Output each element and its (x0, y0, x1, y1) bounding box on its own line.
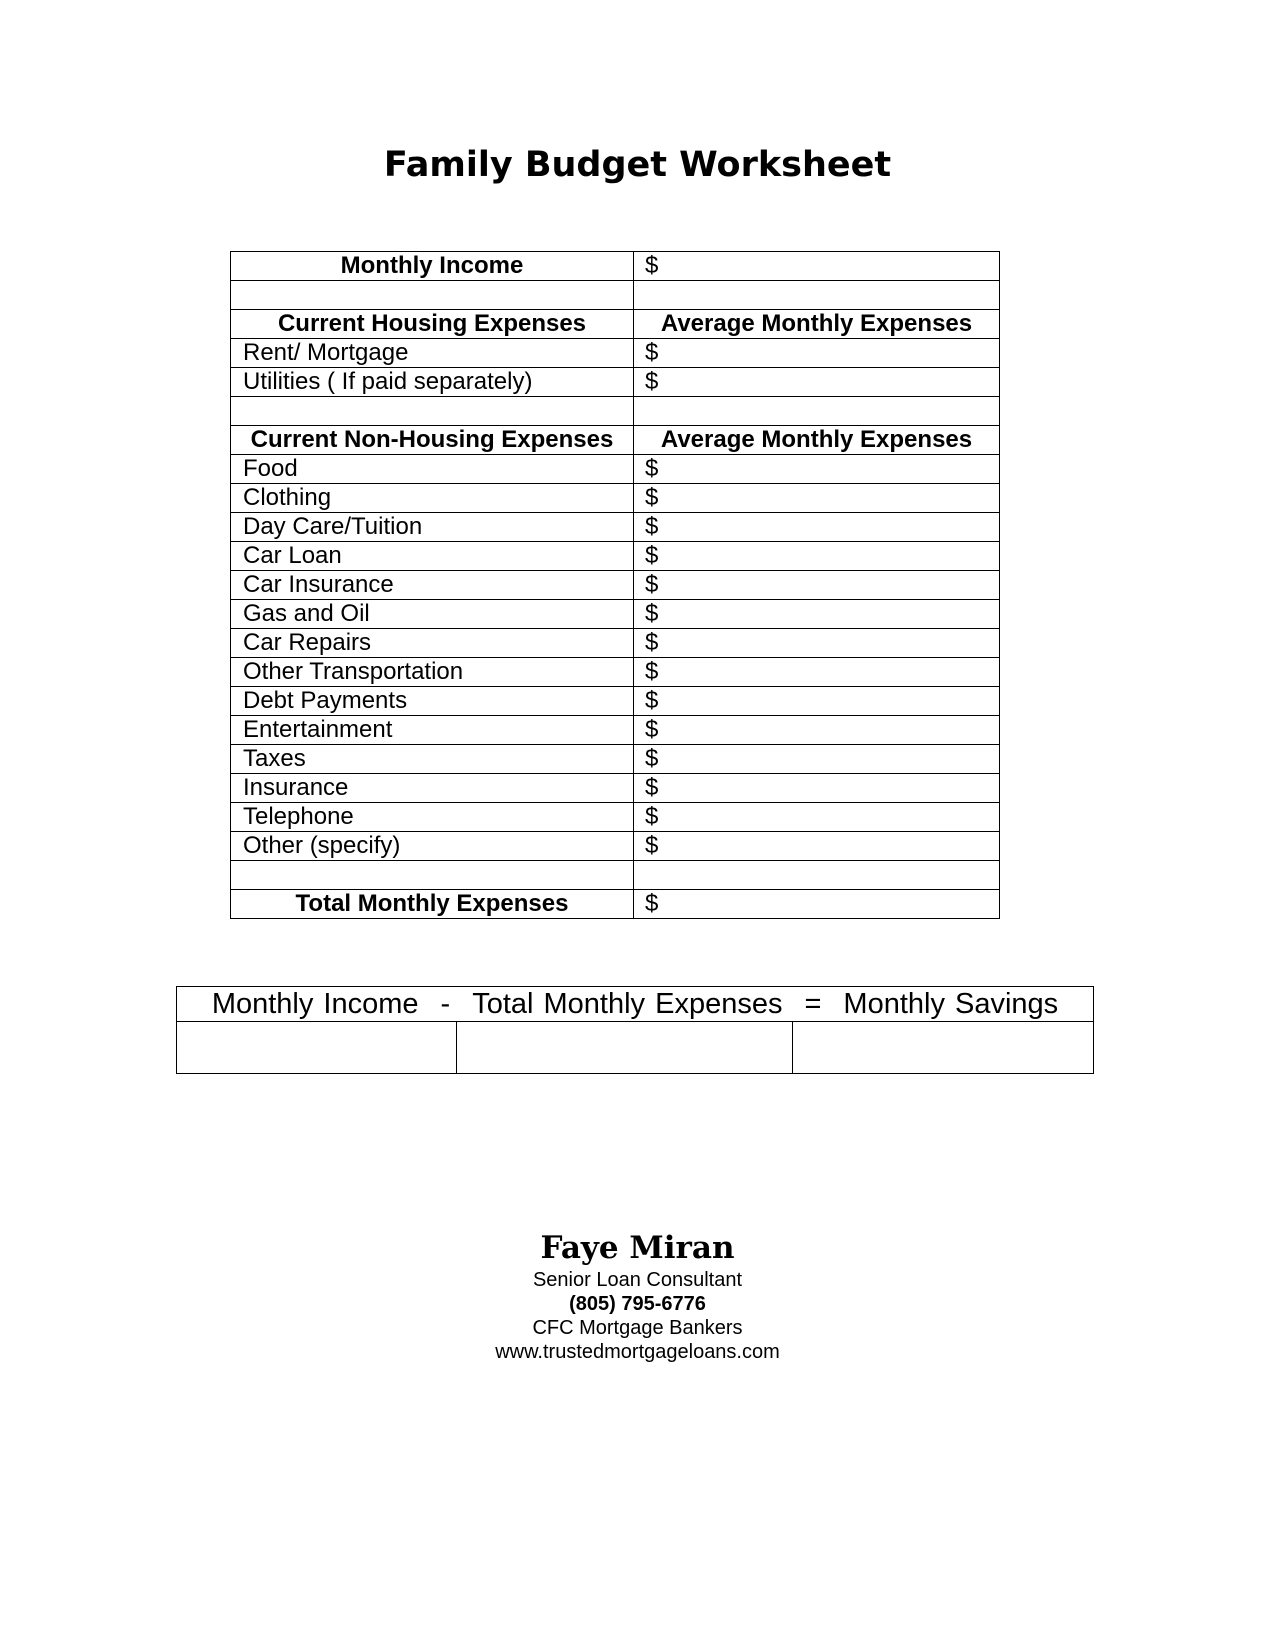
expense-label: Rent/ Mortgage (231, 339, 634, 368)
expense-row (231, 455, 1000, 484)
expense-row (231, 484, 1000, 513)
expense-row (231, 571, 1000, 600)
expense-label: Car Insurance (231, 571, 634, 600)
expense-amount[interactable]: $ (634, 600, 1000, 629)
expense-amount[interactable]: $ (634, 803, 1000, 832)
expense-amount[interactable]: $ (634, 774, 1000, 803)
contact-phone: (805) 795-6776 (569, 1293, 706, 1315)
expense-label: Gas and Oil (231, 600, 634, 629)
spacer-row (231, 281, 1000, 310)
expense-row (231, 542, 1000, 571)
expense-row (231, 687, 1000, 716)
savings-equation (177, 987, 1094, 1022)
expense-row (231, 745, 1000, 774)
contact-website[interactable]: www.trustedmortgageloans.com (495, 1341, 780, 1363)
contact-block (0, 1228, 1275, 1364)
expense-amount[interactable]: $ (634, 629, 1000, 658)
expense-amount[interactable]: $ (634, 339, 1000, 368)
expense-label: Other (specify) (231, 832, 634, 861)
housing-header: Current Housing Expenses (231, 310, 634, 339)
expense-label: Day Care/Tuition (231, 513, 634, 542)
expense-label: Taxes (231, 745, 634, 774)
income-field[interactable] (177, 1022, 457, 1074)
expense-label: Car Loan (231, 542, 634, 571)
non-housing-header: Current Non-Housing Expenses (231, 426, 634, 455)
expense-amount[interactable]: $ (634, 513, 1000, 542)
minus-sign: - (440, 988, 451, 1020)
expense-row (231, 629, 1000, 658)
expense-row (231, 513, 1000, 542)
expense-amount[interactable]: $ (634, 687, 1000, 716)
expense-amount[interactable]: $ (634, 832, 1000, 861)
page-title: Family Budget Worksheet (383, 145, 892, 185)
expense-amount[interactable]: $ (634, 745, 1000, 774)
expense-label: Clothing (231, 484, 634, 513)
expense-label: Insurance (231, 774, 634, 803)
savings-table (176, 986, 1094, 1074)
expense-amount[interactable]: $ (634, 484, 1000, 513)
expense-row (231, 339, 1000, 368)
equation-expenses: Total Monthly Expenses (472, 988, 783, 1020)
expense-row (231, 716, 1000, 745)
housing-amount-header: Average Monthly Expenses (634, 310, 1000, 339)
non-housing-header-row (231, 426, 1000, 455)
monthly-income-label: Monthly Income (231, 252, 634, 281)
expense-label: Entertainment (231, 716, 634, 745)
expense-row (231, 803, 1000, 832)
total-row (231, 890, 1000, 919)
contact-company: CFC Mortgage Bankers (532, 1317, 743, 1339)
total-amount[interactable]: $ (634, 890, 1000, 919)
expense-amount[interactable]: $ (634, 571, 1000, 600)
expense-label: Other Transportation (231, 658, 634, 687)
monthly-income-row (231, 252, 1000, 281)
equation-income: Monthly Income (211, 988, 419, 1020)
expense-label: Telephone (231, 803, 634, 832)
equation-savings: Monthly Savings (843, 988, 1059, 1020)
expense-row (231, 658, 1000, 687)
expense-label: Car Repairs (231, 629, 634, 658)
contact-name: Faye Miran (540, 1230, 735, 1266)
savings-field[interactable] (793, 1022, 1094, 1074)
expense-label: Food (231, 455, 634, 484)
expenses-field[interactable] (457, 1022, 793, 1074)
expense-label: Debt Payments (231, 687, 634, 716)
equals-sign: = (804, 988, 822, 1020)
spacer-row (231, 397, 1000, 426)
total-label: Total Monthly Expenses (231, 890, 634, 919)
housing-header-row (231, 310, 1000, 339)
expense-row (231, 832, 1000, 861)
non-housing-amount-header: Average Monthly Expenses (634, 426, 1000, 455)
budget-table (230, 251, 1000, 919)
monthly-income-amount[interactable]: $ (634, 252, 1000, 281)
expense-amount[interactable]: $ (634, 542, 1000, 571)
expense-amount[interactable]: $ (634, 368, 1000, 397)
savings-input-row (177, 1022, 1094, 1074)
expense-row (231, 600, 1000, 629)
expense-amount[interactable]: $ (634, 658, 1000, 687)
expense-row (231, 774, 1000, 803)
contact-role: Senior Loan Consultant (532, 1269, 743, 1291)
expense-amount[interactable]: $ (634, 716, 1000, 745)
spacer-row (231, 861, 1000, 890)
expense-label: Utilities ( If paid separately) (231, 368, 634, 397)
savings-equation-row (177, 987, 1094, 1022)
expense-row (231, 368, 1000, 397)
expense-amount[interactable]: $ (634, 455, 1000, 484)
